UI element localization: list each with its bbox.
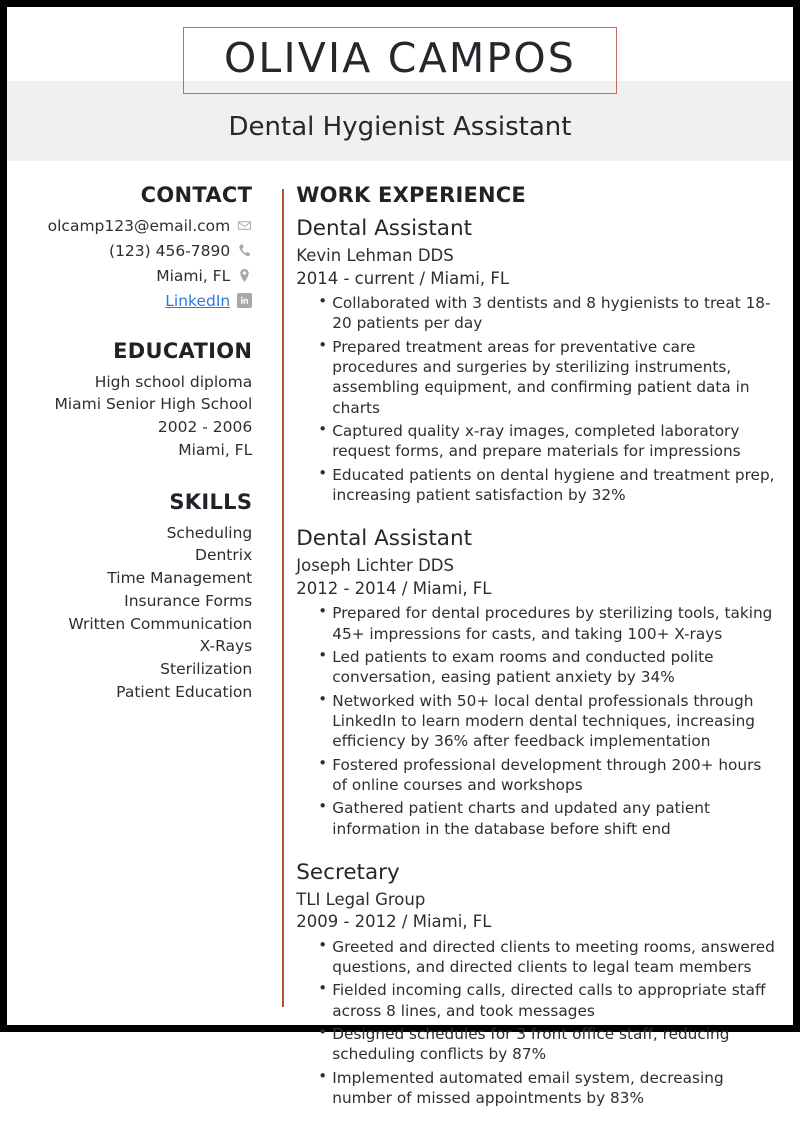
contact-item-email [7, 214, 252, 237]
list-item: • Prepared for dental procedures by sterilizing tools, taking 45+ impressions for casts, and taking 100+ X-rays [318, 603, 775, 644]
phone-icon [237, 243, 252, 258]
contact-section [7, 182, 252, 312]
list-item: • Led patients to exam rooms and conducted polite conversation, easing patient anxiety by 34% [318, 647, 775, 688]
list-item: X-Rays [199, 637, 253, 656]
list-item: • Prepared treatment areas for preventative care procedures and surgeries by sterilizing instruments, assembling equipment, and confirming patient data in charts [318, 337, 775, 418]
list-item: • Greeted and directed clients to meeting rooms, answered questions, and directed clients to legal team members [318, 937, 775, 978]
job-entry [296, 526, 775, 839]
list-item: • Fostered professional development through 200+ hours of online courses and workshops [318, 755, 775, 796]
phone-value: (123) 456-7890 [109, 241, 231, 260]
education-location: Miami, FL [178, 441, 253, 460]
job-company: TLI Legal Group [296, 889, 426, 909]
resume-body [7, 182, 793, 1129]
job-company: Kevin Lehman DDS [296, 246, 454, 266]
list-item: • Captured quality x-ray images, completed laboratory request forms, and prepare materials for impressions [318, 421, 775, 462]
location-pin-icon [237, 268, 252, 283]
job-role: Secretary [296, 859, 400, 885]
education-dates: 2002 - 2006 [157, 418, 253, 437]
envelope-icon [237, 218, 252, 233]
education-degree: High school diploma [94, 372, 253, 391]
education-school: Miami Senior High School [54, 395, 253, 414]
list-item: Insurance Forms [124, 591, 253, 610]
job-bullets [296, 603, 775, 839]
linkedin-icon [237, 293, 252, 308]
list-item: Written Communication [68, 614, 253, 633]
job-company: Joseph Lichter DDS [296, 556, 454, 576]
list-item: • Collaborated with 3 dentists and 8 hygienists to treat 18-20 patients per day [318, 293, 775, 334]
list-item: • Implemented automated email system, decreasing number of missed appointments by 83% [318, 1068, 775, 1109]
list-item: Patient Education [116, 682, 253, 701]
work-experience-section [270, 182, 793, 1129]
page-title: OLIVIA CAMPOS [223, 34, 577, 82]
list-item: Scheduling [166, 523, 253, 542]
sidebar [7, 182, 270, 730]
name-box [183, 27, 617, 94]
list-item: • Networked with 50+ local dental professionals through LinkedIn to learn modern dental techniques, increasing efficiency by 36% after feedback implementation [318, 691, 775, 752]
education-heading: EDUCATION [113, 339, 253, 364]
linkedin-link[interactable]: LinkedIn [165, 291, 231, 310]
resume-sheet [7, 7, 793, 1108]
list-item: Sterilization [160, 660, 253, 679]
resume-header [7, 7, 793, 142]
contact-item-location [7, 264, 252, 287]
location-value: Miami, FL [156, 266, 231, 285]
job-dates-location: 2012 - 2014 / Miami, FL [296, 578, 492, 598]
job-role: Dental Assistant [296, 216, 473, 242]
job-role: Dental Assistant [296, 526, 473, 552]
job-bullets [296, 293, 775, 505]
list-item: • Designed schedules for 3 front office staff, reducing scheduling conflicts by 87% [318, 1024, 775, 1065]
education-section [7, 338, 252, 462]
job-entry [296, 860, 775, 1109]
job-entry [296, 216, 775, 505]
work-experience-heading: WORK EXPERIENCE [296, 183, 526, 207]
contact-item-linkedin[interactable] [7, 289, 252, 312]
list-item: • Gathered patient charts and updated any patient information in the database before shift end [318, 798, 775, 839]
list-item: • Educated patients on dental hygiene and treatment prep, increasing patient satisfaction by 32% [318, 465, 775, 506]
skills-heading: SKILLS [169, 490, 253, 515]
job-bullets [296, 937, 775, 1109]
list-item: Dentrix [195, 546, 253, 565]
job-title-subtitle: Dental Hygienist Assistant [228, 112, 572, 142]
contact-item-phone [7, 239, 252, 262]
skills-section [7, 489, 252, 704]
list-item: Time Management [107, 569, 253, 588]
job-dates-location: 2014 - current / Miami, FL [296, 268, 510, 288]
job-dates-location: 2009 - 2012 / Miami, FL [296, 912, 492, 932]
contact-heading: CONTACT [140, 183, 253, 207]
email-value: olcamp123@email.com [47, 216, 231, 235]
list-item: • Fielded incoming calls, directed calls to appropriate staff across 8 lines, and took messages [318, 980, 775, 1021]
